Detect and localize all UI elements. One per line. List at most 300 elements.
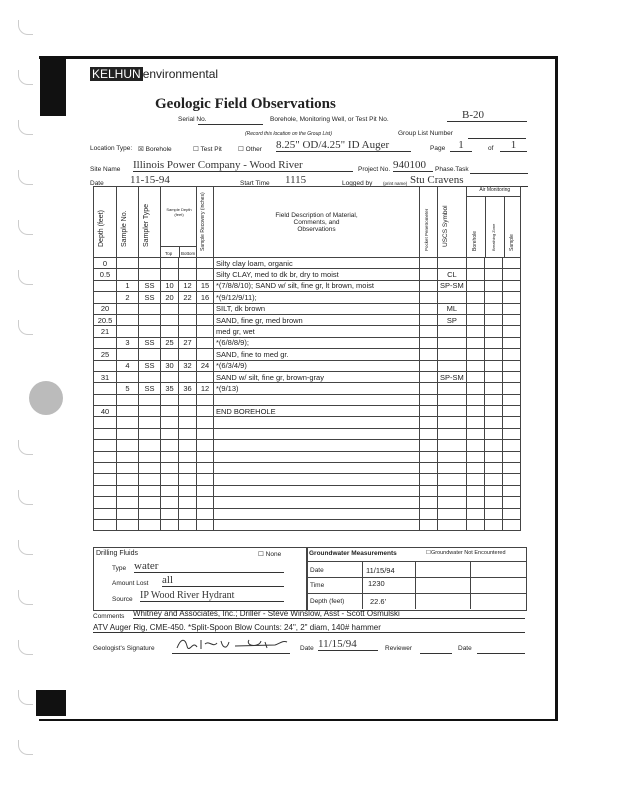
cell-no[interactable] xyxy=(117,349,139,360)
cell-desc[interactable] xyxy=(214,451,420,462)
cell-top[interactable] xyxy=(161,314,179,325)
cell-top[interactable]: 20 xyxy=(161,292,179,303)
cell-bot[interactable] xyxy=(179,394,197,405)
cell-bh[interactable] xyxy=(466,485,484,496)
cell-smp[interactable] xyxy=(502,326,520,337)
cell-uscs[interactable] xyxy=(438,508,467,519)
cell-bh[interactable] xyxy=(466,349,484,360)
cell-no[interactable] xyxy=(117,474,139,485)
cell-type[interactable]: SS xyxy=(139,337,161,348)
cell-smp[interactable] xyxy=(502,440,520,451)
cell-uscs[interactable]: SP-SM xyxy=(438,371,467,382)
comments-line-2[interactable]: ATV Auger Rig, CME-450. *Split-Spoon Blow Counts: 24", 2" diam, 140# hammer xyxy=(93,623,525,633)
cell-bz[interactable] xyxy=(484,269,502,280)
cell-desc[interactable] xyxy=(214,417,420,428)
cell-type[interactable]: SS xyxy=(139,360,161,371)
cell-bot[interactable] xyxy=(179,497,197,508)
cell-bz[interactable] xyxy=(484,508,502,519)
cell-bh[interactable] xyxy=(466,337,484,348)
cell-smp[interactable] xyxy=(502,292,520,303)
cell-bot[interactable] xyxy=(179,406,197,417)
cell-desc[interactable] xyxy=(214,394,420,405)
cell-no[interactable] xyxy=(117,463,139,474)
cell-bh[interactable] xyxy=(466,519,484,530)
cell-pocket[interactable] xyxy=(420,326,438,337)
cell-pocket[interactable] xyxy=(420,269,438,280)
option-test-pit[interactable] xyxy=(193,145,222,153)
cell-desc[interactable] xyxy=(214,463,420,474)
cell-smp[interactable] xyxy=(502,280,520,291)
cell-desc[interactable] xyxy=(214,485,420,496)
cell-type[interactable] xyxy=(139,349,161,360)
cell-type[interactable] xyxy=(139,406,161,417)
cell-smp[interactable] xyxy=(502,371,520,382)
cell-depth[interactable] xyxy=(94,360,117,371)
cell-type[interactable] xyxy=(139,258,161,269)
cell-uscs[interactable]: SP xyxy=(438,314,467,325)
cell-bot[interactable] xyxy=(179,508,197,519)
cell-uscs[interactable] xyxy=(438,451,467,462)
cell-rec[interactable] xyxy=(197,463,214,474)
cell-top[interactable] xyxy=(161,440,179,451)
cell-bz[interactable] xyxy=(484,258,502,269)
cell-rec[interactable]: 15 xyxy=(197,280,214,291)
serial-field[interactable] xyxy=(198,123,263,125)
cell-top[interactable] xyxy=(161,417,179,428)
cell-bz[interactable] xyxy=(484,303,502,314)
groundwater-not-encountered[interactable] xyxy=(426,550,506,556)
cell-type[interactable]: SS xyxy=(139,280,161,291)
cell-desc[interactable]: *(9/13) xyxy=(214,383,420,394)
cell-bot[interactable] xyxy=(179,428,197,439)
cell-bh[interactable] xyxy=(466,474,484,485)
cell-top[interactable] xyxy=(161,371,179,382)
cell-pocket[interactable] xyxy=(420,406,438,417)
cell-bh[interactable] xyxy=(466,303,484,314)
cell-depth[interactable] xyxy=(94,280,117,291)
cell-smp[interactable] xyxy=(502,314,520,325)
cell-depth[interactable] xyxy=(94,292,117,303)
cell-bot[interactable]: 32 xyxy=(179,360,197,371)
cell-depth[interactable] xyxy=(94,519,117,530)
cell-desc[interactable] xyxy=(214,508,420,519)
cell-depth[interactable] xyxy=(94,497,117,508)
cell-no[interactable]: 2 xyxy=(117,292,139,303)
cell-desc[interactable] xyxy=(214,519,420,530)
cell-bot[interactable] xyxy=(179,269,197,280)
cell-type[interactable] xyxy=(139,371,161,382)
project-no-field[interactable]: 940100 xyxy=(393,159,433,172)
cell-desc[interactable] xyxy=(214,497,420,508)
cell-pocket[interactable] xyxy=(420,337,438,348)
cell-bot[interactable] xyxy=(179,519,197,530)
cell-pocket[interactable] xyxy=(420,314,438,325)
cell-smp[interactable] xyxy=(502,417,520,428)
cell-bot[interactable] xyxy=(179,417,197,428)
cell-bz[interactable] xyxy=(484,360,502,371)
cell-depth[interactable] xyxy=(94,417,117,428)
cell-bh[interactable] xyxy=(466,292,484,303)
cell-depth[interactable] xyxy=(94,383,117,394)
cell-top[interactable]: 10 xyxy=(161,280,179,291)
cell-rec[interactable] xyxy=(197,428,214,439)
cell-rec[interactable] xyxy=(197,417,214,428)
signature-field[interactable] xyxy=(172,652,290,654)
cell-bot[interactable]: 22 xyxy=(179,292,197,303)
comments-line-1[interactable]: Whitney and Associates, Inc.; Driller - Steve Winslow, Asst - Scott Osmulski xyxy=(133,609,525,619)
cell-desc[interactable]: SAND w/ silt, fine gr, brown-gray xyxy=(214,371,420,382)
cell-depth[interactable]: 21 xyxy=(94,326,117,337)
cell-top[interactable]: 25 xyxy=(161,337,179,348)
cell-top[interactable] xyxy=(161,349,179,360)
cell-depth[interactable] xyxy=(94,337,117,348)
cell-bot[interactable] xyxy=(179,451,197,462)
cell-type[interactable] xyxy=(139,303,161,314)
cell-no[interactable] xyxy=(117,394,139,405)
cell-pocket[interactable] xyxy=(420,497,438,508)
source-field[interactable]: IP Wood River Hydrant xyxy=(140,590,284,602)
cell-bot[interactable] xyxy=(179,463,197,474)
cell-rec[interactable] xyxy=(197,314,214,325)
cell-smp[interactable] xyxy=(502,360,520,371)
cell-desc[interactable] xyxy=(214,474,420,485)
cell-rec[interactable] xyxy=(197,508,214,519)
cell-uscs[interactable] xyxy=(438,474,467,485)
cell-smp[interactable] xyxy=(502,349,520,360)
of-field[interactable]: 1 xyxy=(500,139,527,152)
cell-bot[interactable]: 12 xyxy=(179,280,197,291)
cell-type[interactable] xyxy=(139,314,161,325)
cell-no[interactable]: 1 xyxy=(117,280,139,291)
cell-top[interactable] xyxy=(161,269,179,280)
cell-pocket[interactable] xyxy=(420,485,438,496)
cell-top[interactable] xyxy=(161,497,179,508)
cell-pocket[interactable] xyxy=(420,519,438,530)
cell-bz[interactable] xyxy=(484,428,502,439)
cell-top[interactable] xyxy=(161,519,179,530)
cell-top[interactable] xyxy=(161,463,179,474)
cell-bh[interactable] xyxy=(466,280,484,291)
cell-type[interactable] xyxy=(139,474,161,485)
cell-rec[interactable] xyxy=(197,258,214,269)
cell-type[interactable] xyxy=(139,463,161,474)
cell-depth[interactable] xyxy=(94,485,117,496)
cell-uscs[interactable] xyxy=(438,383,467,394)
cell-rec[interactable]: 24 xyxy=(197,360,214,371)
cell-desc[interactable]: *(9/12/9/11); xyxy=(214,292,420,303)
cell-pocket[interactable] xyxy=(420,258,438,269)
cell-type[interactable] xyxy=(139,519,161,530)
cell-smp[interactable] xyxy=(502,303,520,314)
cell-uscs[interactable] xyxy=(438,394,467,405)
cell-pocket[interactable] xyxy=(420,360,438,371)
cell-pocket[interactable] xyxy=(420,463,438,474)
cell-type[interactable] xyxy=(139,417,161,428)
cell-rec[interactable] xyxy=(197,485,214,496)
amount-lost-field[interactable]: all xyxy=(162,574,284,587)
cell-bz[interactable] xyxy=(484,463,502,474)
cell-uscs[interactable] xyxy=(438,337,467,348)
cell-pocket[interactable] xyxy=(420,383,438,394)
cell-top[interactable]: 35 xyxy=(161,383,179,394)
cell-bz[interactable] xyxy=(484,280,502,291)
cell-no[interactable] xyxy=(117,303,139,314)
cell-bz[interactable] xyxy=(484,337,502,348)
cell-bz[interactable] xyxy=(484,394,502,405)
cell-depth[interactable] xyxy=(94,428,117,439)
cell-rec[interactable] xyxy=(197,371,214,382)
cell-no[interactable] xyxy=(117,417,139,428)
cell-depth[interactable] xyxy=(94,463,117,474)
cell-type[interactable] xyxy=(139,508,161,519)
cell-depth[interactable] xyxy=(94,508,117,519)
cell-smp[interactable] xyxy=(502,474,520,485)
cell-bh[interactable] xyxy=(466,428,484,439)
cell-bh[interactable] xyxy=(466,269,484,280)
cell-uscs[interactable] xyxy=(438,292,467,303)
cell-smp[interactable] xyxy=(502,508,520,519)
borehole-field[interactable]: B-20 xyxy=(447,109,527,122)
cell-type[interactable]: SS xyxy=(139,383,161,394)
cell-uscs[interactable] xyxy=(438,519,467,530)
cell-desc[interactable]: *(7/8/8/10); SAND w/ silt, fine gr, lt brown, moist xyxy=(214,280,420,291)
cell-bz[interactable] xyxy=(484,406,502,417)
cell-type[interactable] xyxy=(139,451,161,462)
cell-top[interactable] xyxy=(161,258,179,269)
cell-pocket[interactable] xyxy=(420,349,438,360)
cell-rec[interactable]: 16 xyxy=(197,292,214,303)
site-name-field[interactable]: Illinois Power Company - Wood River xyxy=(133,159,353,172)
cell-top[interactable]: 30 xyxy=(161,360,179,371)
cell-rec[interactable] xyxy=(197,349,214,360)
cell-pocket[interactable] xyxy=(420,451,438,462)
cell-no[interactable] xyxy=(117,519,139,530)
cell-bot[interactable]: 27 xyxy=(179,337,197,348)
cell-bh[interactable] xyxy=(466,406,484,417)
cell-rec[interactable] xyxy=(197,497,214,508)
gw-date-value[interactable]: 11/15/94 xyxy=(366,566,395,575)
cell-pocket[interactable] xyxy=(420,394,438,405)
type-field[interactable]: water xyxy=(134,560,284,573)
cell-pocket[interactable] xyxy=(420,371,438,382)
cell-uscs[interactable] xyxy=(438,417,467,428)
cell-uscs[interactable] xyxy=(438,258,467,269)
cell-bot[interactable] xyxy=(179,314,197,325)
cell-smp[interactable] xyxy=(502,269,520,280)
cell-pocket[interactable] xyxy=(420,508,438,519)
cell-pocket[interactable] xyxy=(420,428,438,439)
cell-bz[interactable] xyxy=(484,519,502,530)
cell-no[interactable] xyxy=(117,428,139,439)
cell-bh[interactable] xyxy=(466,508,484,519)
cell-bz[interactable] xyxy=(484,349,502,360)
cell-type[interactable]: SS xyxy=(139,292,161,303)
cell-type[interactable] xyxy=(139,428,161,439)
gw-time-value[interactable]: 1230 xyxy=(368,579,385,588)
cell-desc[interactable]: med gr, wet xyxy=(214,326,420,337)
cell-smp[interactable] xyxy=(502,519,520,530)
cell-bz[interactable] xyxy=(484,383,502,394)
cell-no[interactable]: 5 xyxy=(117,383,139,394)
cell-bot[interactable] xyxy=(179,349,197,360)
cell-bot[interactable] xyxy=(179,303,197,314)
cell-no[interactable] xyxy=(117,508,139,519)
cell-desc[interactable]: END BOREHOLE xyxy=(214,406,420,417)
cell-smp[interactable] xyxy=(502,451,520,462)
cell-uscs[interactable] xyxy=(438,406,467,417)
cell-pocket[interactable] xyxy=(420,417,438,428)
cell-bz[interactable] xyxy=(484,292,502,303)
cell-pocket[interactable] xyxy=(420,280,438,291)
cell-smp[interactable] xyxy=(502,394,520,405)
cell-bot[interactable] xyxy=(179,485,197,496)
cell-top[interactable] xyxy=(161,474,179,485)
cell-rec[interactable] xyxy=(197,394,214,405)
cell-smp[interactable] xyxy=(502,258,520,269)
cell-no[interactable]: 4 xyxy=(117,360,139,371)
cell-rec[interactable] xyxy=(197,303,214,314)
cell-bz[interactable] xyxy=(484,326,502,337)
cell-no[interactable] xyxy=(117,371,139,382)
cell-top[interactable] xyxy=(161,326,179,337)
cell-type[interactable] xyxy=(139,485,161,496)
cell-desc[interactable]: *(6/8/8/9); xyxy=(214,337,420,348)
cell-bz[interactable] xyxy=(484,451,502,462)
cell-no[interactable] xyxy=(117,406,139,417)
signature-date-field[interactable]: 11/15/94 xyxy=(318,638,378,651)
cell-bh[interactable] xyxy=(466,463,484,474)
cell-depth[interactable] xyxy=(94,474,117,485)
cell-bh[interactable] xyxy=(466,383,484,394)
cell-uscs[interactable]: ML xyxy=(438,303,467,314)
cell-top[interactable] xyxy=(161,485,179,496)
cell-depth[interactable]: 40 xyxy=(94,406,117,417)
cell-uscs[interactable] xyxy=(438,497,467,508)
cell-no[interactable] xyxy=(117,314,139,325)
reviewer-field[interactable] xyxy=(420,652,452,654)
cell-rec[interactable] xyxy=(197,337,214,348)
cell-uscs[interactable] xyxy=(438,428,467,439)
cell-depth[interactable] xyxy=(94,440,117,451)
option-borehole[interactable] xyxy=(138,145,172,153)
cell-no[interactable] xyxy=(117,440,139,451)
cell-bz[interactable] xyxy=(484,497,502,508)
cell-smp[interactable] xyxy=(502,337,520,348)
cell-no[interactable] xyxy=(117,269,139,280)
cell-bot[interactable] xyxy=(179,258,197,269)
cell-no[interactable] xyxy=(117,485,139,496)
cell-bz[interactable] xyxy=(484,485,502,496)
cell-uscs[interactable] xyxy=(438,485,467,496)
cell-rec[interactable] xyxy=(197,519,214,530)
cell-uscs[interactable] xyxy=(438,463,467,474)
cell-smp[interactable] xyxy=(502,383,520,394)
page-field[interactable]: 1 xyxy=(450,139,472,152)
cell-depth[interactable] xyxy=(94,394,117,405)
cell-rec[interactable] xyxy=(197,326,214,337)
cell-rec[interactable] xyxy=(197,440,214,451)
cell-smp[interactable] xyxy=(502,485,520,496)
cell-smp[interactable] xyxy=(502,463,520,474)
cell-type[interactable] xyxy=(139,326,161,337)
cell-top[interactable] xyxy=(161,406,179,417)
cell-rec[interactable] xyxy=(197,406,214,417)
cell-bh[interactable] xyxy=(466,360,484,371)
option-other[interactable] xyxy=(238,145,262,153)
cell-bot[interactable]: 36 xyxy=(179,383,197,394)
cell-bh[interactable] xyxy=(466,394,484,405)
cell-desc[interactable]: SAND, fine to med gr. xyxy=(214,349,420,360)
cell-bh[interactable] xyxy=(466,371,484,382)
cell-rec[interactable] xyxy=(197,269,214,280)
cell-desc[interactable]: SILT, dk brown xyxy=(214,303,420,314)
cell-type[interactable] xyxy=(139,394,161,405)
cell-bz[interactable] xyxy=(484,417,502,428)
start-time-field[interactable]: 1115 xyxy=(277,174,337,187)
cell-depth[interactable] xyxy=(94,451,117,462)
cell-type[interactable] xyxy=(139,269,161,280)
cell-bz[interactable] xyxy=(484,314,502,325)
logged-by-field[interactable]: Stu Cravens xyxy=(410,174,528,187)
cell-smp[interactable] xyxy=(502,406,520,417)
none-option[interactable] xyxy=(258,550,281,558)
cell-no[interactable] xyxy=(117,258,139,269)
other-field[interactable]: 8.25" OD/4.25" ID Auger xyxy=(276,139,411,152)
cell-desc[interactable]: Silty CLAY, med to dk br, dry to moist xyxy=(214,269,420,280)
cell-rec[interactable] xyxy=(197,474,214,485)
cell-depth[interactable]: 31 xyxy=(94,371,117,382)
gw-depth-value[interactable]: 22.6' xyxy=(370,597,387,606)
cell-uscs[interactable] xyxy=(438,349,467,360)
cell-uscs[interactable]: SP-SM xyxy=(438,280,467,291)
cell-pocket[interactable] xyxy=(420,303,438,314)
cell-bh[interactable] xyxy=(466,326,484,337)
cell-depth[interactable]: 0 xyxy=(94,258,117,269)
cell-uscs[interactable]: CL xyxy=(438,269,467,280)
cell-no[interactable] xyxy=(117,497,139,508)
cell-bh[interactable] xyxy=(466,417,484,428)
cell-no[interactable] xyxy=(117,326,139,337)
cell-bh[interactable] xyxy=(466,314,484,325)
cell-top[interactable] xyxy=(161,508,179,519)
cell-bh[interactable] xyxy=(466,497,484,508)
cell-smp[interactable] xyxy=(502,497,520,508)
cell-top[interactable] xyxy=(161,428,179,439)
cell-depth[interactable]: 20 xyxy=(94,303,117,314)
cell-bh[interactable] xyxy=(466,440,484,451)
cell-bz[interactable] xyxy=(484,440,502,451)
cell-rec[interactable]: 12 xyxy=(197,383,214,394)
cell-type[interactable] xyxy=(139,440,161,451)
cell-bot[interactable] xyxy=(179,440,197,451)
date-field[interactable]: 11-15-94 xyxy=(110,174,230,187)
cell-desc[interactable]: Silty clay loam, organic xyxy=(214,258,420,269)
cell-top[interactable] xyxy=(161,394,179,405)
cell-uscs[interactable] xyxy=(438,440,467,451)
cell-bot[interactable] xyxy=(179,371,197,382)
cell-depth[interactable]: 0.5 xyxy=(94,269,117,280)
cell-top[interactable] xyxy=(161,451,179,462)
reviewer-date-field[interactable] xyxy=(477,652,525,654)
cell-desc[interactable]: SAND, fine gr, med brown xyxy=(214,314,420,325)
cell-bz[interactable] xyxy=(484,371,502,382)
cell-bh[interactable] xyxy=(466,451,484,462)
cell-desc[interactable] xyxy=(214,428,420,439)
cell-bz[interactable] xyxy=(484,474,502,485)
cell-smp[interactable] xyxy=(502,428,520,439)
cell-top[interactable] xyxy=(161,303,179,314)
cell-pocket[interactable] xyxy=(420,292,438,303)
